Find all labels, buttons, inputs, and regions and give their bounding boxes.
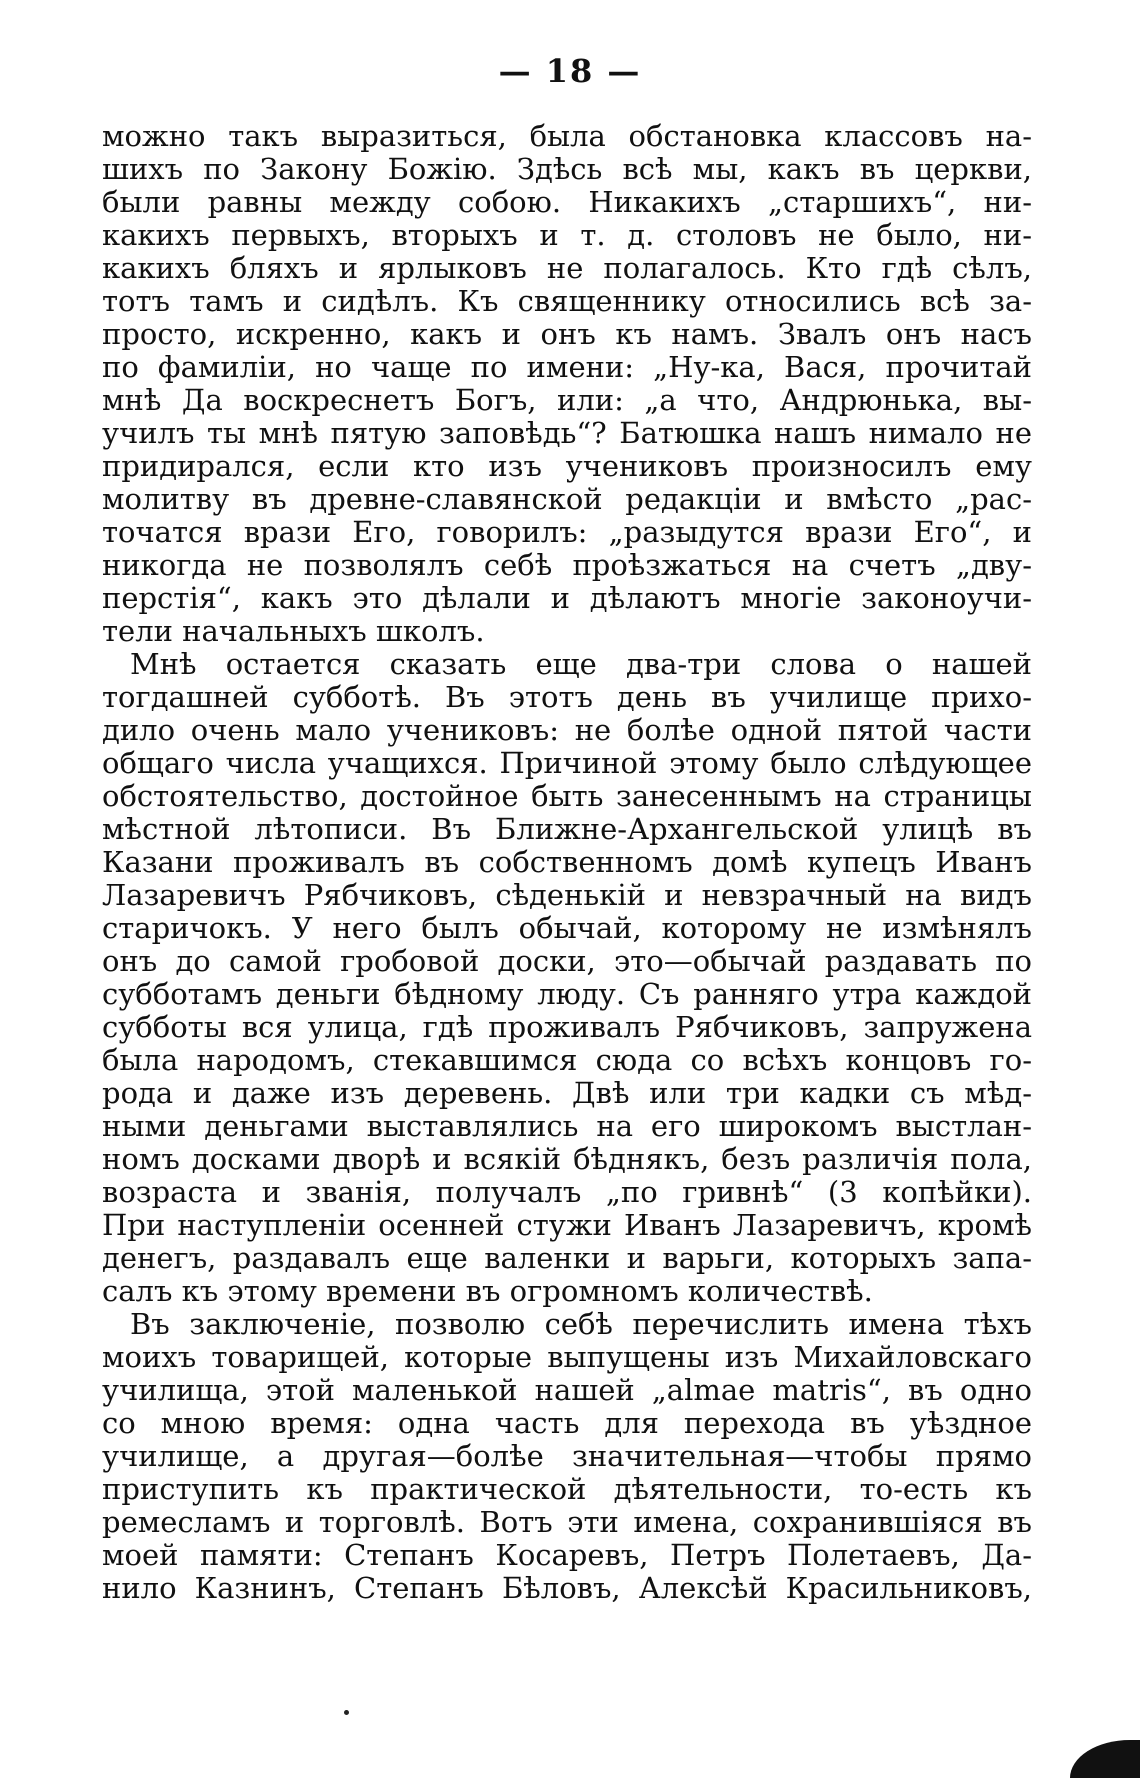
paragraph-1: [102, 120, 1032, 648]
text-line: дило очень мало учениковъ: не болѣе одной пятой части: [102, 714, 1032, 747]
text-line: тели начальныхъ школъ.: [102, 615, 485, 648]
print-speck: [344, 1710, 349, 1715]
text-line: была народомъ, стекавшимся сюда со всѣхъ концовъ го-: [102, 1044, 1032, 1077]
text-line: онъ до самой гробовой доски, это—обычай раздавать по: [102, 945, 1032, 978]
text-line: денегъ, раздавалъ еще валенки и варьги, которыхъ запа-: [102, 1242, 1032, 1275]
text-line: со мною время: одна часть для перехода въ уѣздное: [102, 1407, 1032, 1440]
text-line: обстоятельство, достойное быть занесеннымъ на страницы: [102, 780, 1032, 813]
text-line: какихъ бляхъ и ярлыковъ не полагалось. Кто гдѣ сѣлъ,: [102, 252, 1032, 285]
text-line: какихъ первыхъ, вторыхъ и т. д. столовъ не было, ни-: [102, 219, 1032, 252]
text-line: придирался, если кто изъ учениковъ произносилъ ему: [102, 450, 1032, 483]
text-line: старичокъ. У него былъ обычай, которому не измѣнялъ: [102, 912, 1032, 945]
text-line: тогдашней субботѣ. Въ этотъ день въ училище прихо-: [102, 681, 1032, 714]
text-line: по фамиліи, но чаще по имени: „Ну-ка, Вася, прочитай: [102, 351, 1032, 384]
text-line: Въ заключеніе, позволю себѣ перечислить имена тѣхъ: [130, 1308, 1032, 1341]
text-line: училище, а другая—болѣе значительная—чтобы прямо: [102, 1440, 1032, 1473]
text-line: Лазаревичъ Рябчиковъ, сѣденькій и невзрачный на видъ: [102, 879, 1032, 912]
text-line: моей памяти: Степанъ Косаревъ, Петръ Полетаевъ, Да-: [102, 1539, 1032, 1572]
text-line: тотъ тамъ и сидѣлъ. Къ священнику относились всѣ за-: [102, 285, 1032, 318]
text-line: рода и даже изъ деревень. Двѣ или три кадки съ мѣд-: [102, 1077, 1032, 1110]
paragraph-2: [102, 648, 1032, 1308]
text-line: субботамъ деньги бѣдному люду. Съ ранняго утра каждой: [102, 978, 1032, 1011]
text-line: Мнѣ остается сказать еще два-три слова о нашей: [130, 648, 1032, 681]
text-line: субботы вся улица, гдѣ проживалъ Рябчиковъ, запружена: [102, 1011, 1032, 1044]
text-line: мнѣ Да воскреснетъ Богъ, или: „а что, Андрюнька, вы-: [102, 384, 1032, 417]
text-line: ремесламъ и торговлѣ. Вотъ эти имена, сохранившіяся въ: [102, 1506, 1032, 1539]
text-line: приступить къ практической дѣятельности, то-есть къ: [102, 1473, 1032, 1506]
text-line: номъ досками дворѣ и всякій бѣднякъ, безъ различія пола,: [102, 1143, 1032, 1176]
text-line: можно такъ выразиться, была обстановка классовъ на-: [102, 120, 1032, 153]
text-line: училъ ты мнѣ пятую заповѣдь“? Батюшка нашъ нимало не: [102, 417, 1032, 450]
body-text: [102, 120, 1032, 1605]
paragraph-3: [102, 1308, 1032, 1605]
text-line: просто, искренно, какъ и онъ къ намъ. Звалъ онъ насъ: [102, 318, 1032, 351]
text-line: моихъ товарищей, которые выпущены изъ Михайловскаго: [102, 1341, 1032, 1374]
text-line: перстія“, какъ это дѣлали и дѣлаютъ многіе законоучи-: [102, 582, 1032, 615]
text-line: училища, этой маленькой нашей „almae matris“, въ одно: [102, 1374, 1032, 1407]
text-line: мѣстной лѣтописи. Въ Ближне-Архангельской улицѣ въ: [102, 813, 1032, 846]
text-line: никогда не позволялъ себѣ проѣзжаться на счетъ „дву-: [102, 549, 1032, 582]
ink-blot: [1070, 1740, 1140, 1778]
text-line: нило Казнинъ, Степанъ Бѣловъ, Алексѣй Красильниковъ,: [102, 1572, 1032, 1605]
text-line: точатся врази Его, говорилъ: „разыдутся врази Его“, и: [102, 516, 1032, 549]
text-line: При наступленіи осенней стужи Иванъ Лазаревичъ, кромѣ: [102, 1209, 1032, 1242]
text-line: Казани проживалъ въ собственномъ домѣ купецъ Иванъ: [102, 846, 1032, 879]
text-line: были равны между собою. Никакихъ „старшихъ“, ни-: [102, 186, 1032, 219]
text-line: ными деньгами выставлялись на его широкомъ выстлан-: [102, 1110, 1032, 1143]
text-line: общаго числа учащихся. Причиной этому было слѣдующее: [102, 747, 1032, 780]
text-line: возраста и званія, получалъ „по гривнѣ“ (3 копѣйки).: [102, 1176, 1032, 1209]
page-number: — 18 —: [498, 52, 642, 90]
text-line: салъ къ этому времени въ огромномъ количествѣ.: [102, 1275, 873, 1308]
text-line: молитву въ древне-славянской редакціи и вмѣсто „рас-: [102, 483, 1032, 516]
text-line: шихъ по Закону Божію. Здѣсь всѣ мы, какъ въ церкви,: [102, 153, 1032, 186]
